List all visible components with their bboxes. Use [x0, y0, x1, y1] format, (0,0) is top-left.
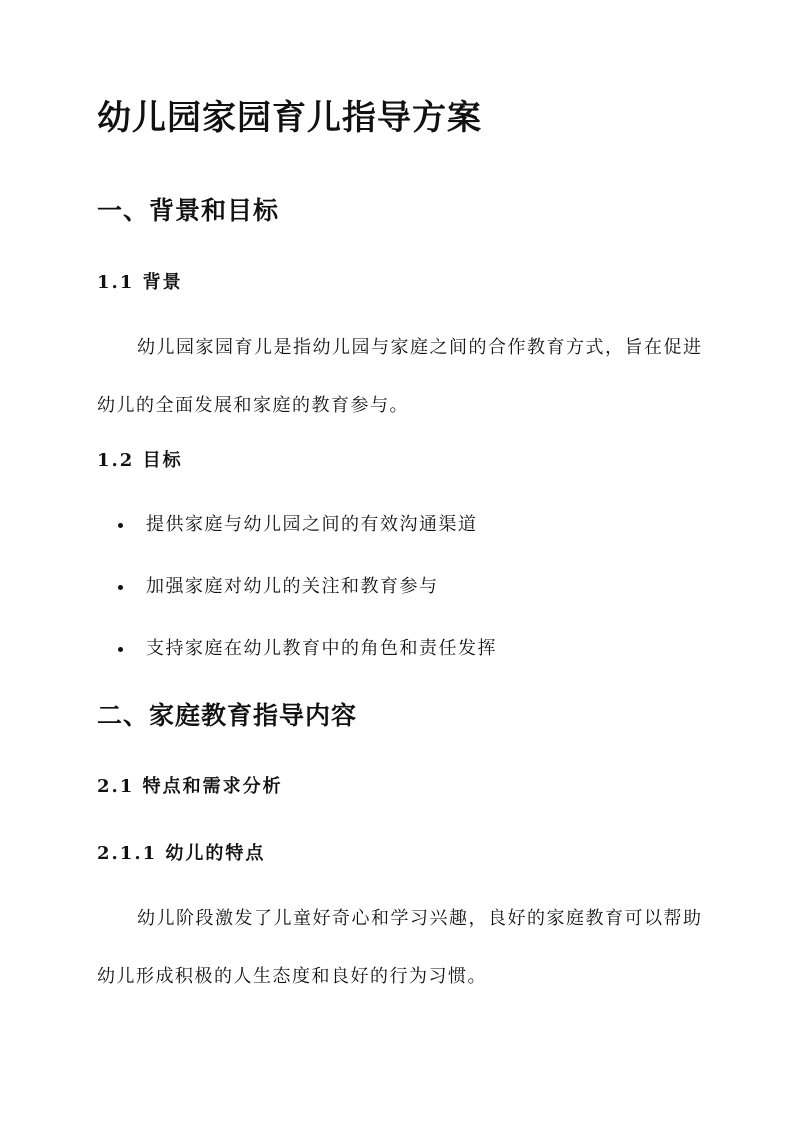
bullet-icon [118, 647, 123, 652]
list-item-text: 支持家庭在幼儿教育中的角色和责任发挥 [146, 638, 497, 659]
section-1-1-paragraph: 幼儿园家园育儿是指幼儿园与家庭之间的合作教育方式，旨在促进幼儿的全面发展和家庭的教育参与。 [97, 337, 703, 416]
section-2-1-heading: 2.1 特点和需求分析 [97, 776, 283, 797]
goals-list [118, 512, 497, 662]
document-title: 幼儿园家园育儿指导方案 [97, 98, 482, 138]
section-1-1-heading: 1.1 背景 [97, 272, 183, 293]
list-item [118, 512, 497, 538]
section-2-heading: 二、家庭教育指导内容 [97, 701, 358, 730]
list-item [118, 574, 497, 600]
section-1-heading: 一、背景和目标 [97, 196, 280, 225]
bullet-icon [118, 585, 123, 590]
section-1-2-heading: 1.2 目标 [97, 450, 183, 471]
section-2-1-1-heading: 2.1.1 幼儿的特点 [97, 843, 266, 864]
list-item-text: 加强家庭对幼儿的关注和教育参与 [146, 576, 439, 597]
bullet-icon [118, 523, 123, 528]
list-item-text: 提供家庭与幼儿园之间的有效沟通渠道 [146, 514, 478, 535]
list-item [118, 636, 497, 662]
section-2-1-1-paragraph: 幼儿阶段激发了儿童好奇心和学习兴趣，良好的家庭教育可以帮助幼儿形成积极的人生态度和良好的行为习惯。 [97, 908, 703, 987]
